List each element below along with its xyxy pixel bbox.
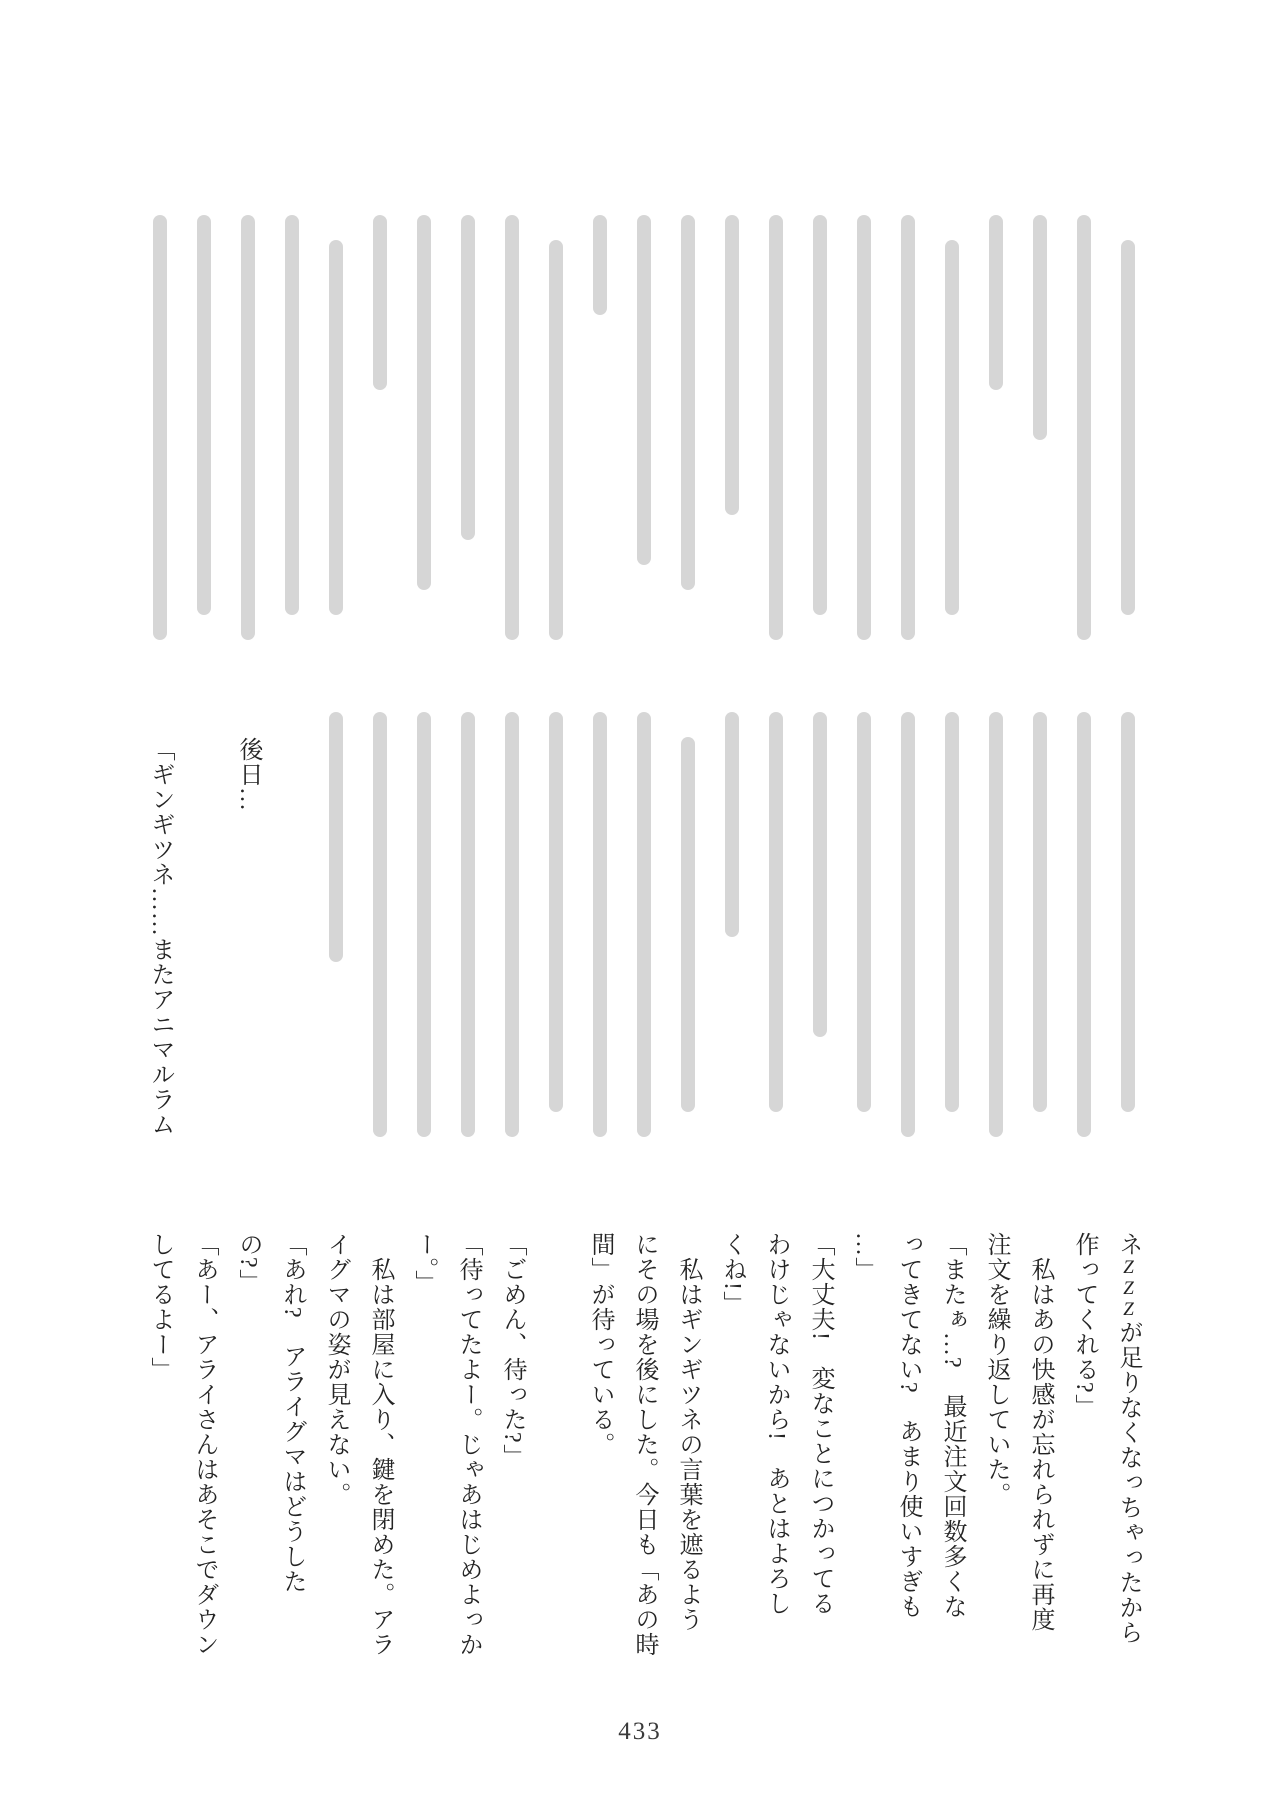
redacted-text-bar [1033,215,1047,440]
text-block-bottom [138,1232,1150,1702]
text-column: 「待ってたよー。じゃあはじめよっか [455,1232,481,1657]
redacted-text-bar [373,215,387,390]
redacted-text-bar [417,215,431,590]
redacted-text-bar [681,737,695,1112]
text-column: 私は部屋に入り、鍵を閉めた。アラ [367,1257,393,1657]
text-column: 「大丈夫! 変なことにつかってる [807,1232,833,1616]
redacted-text-bar [901,712,915,1137]
redacted-column [886,712,930,1137]
redacted-column [974,712,1018,1137]
text-column: 私はギンギツネの言葉を遮るよう [675,1257,701,1632]
page-number: 433 [618,1718,662,1745]
redacted-column [1018,712,1062,1112]
redacted-text-bar [989,712,1003,1137]
redacted-text-bar [153,215,167,640]
redacted-column [666,215,710,590]
redacted-text-bar [505,712,519,1137]
redacted-column [1062,215,1106,640]
text-column: にその場を後にした。今日も「あの時 [631,1232,657,1657]
text-column: 「ギンギツネ……またアニマルラム [147,737,173,1137]
redacted-text-bar [725,712,739,937]
redacted-column [1106,712,1150,1112]
text-column: の?」 [235,1232,261,1294]
redacted-text-bar [769,712,783,1112]
redacted-column [314,712,358,962]
redacted-text-bar [461,215,475,540]
redacted-column [974,215,1018,390]
redacted-column [666,737,710,1112]
redacted-column [622,712,666,1137]
redacted-text-bar [1077,712,1091,1137]
text-block-top [138,215,1150,685]
redacted-text-bar [1121,240,1135,615]
redacted-text-bar [813,712,827,1037]
redacted-column [798,215,842,615]
redacted-column [710,215,754,515]
redacted-text-bar [1121,712,1135,1112]
text-column: 私はあの快感が忘れられずに再度 [1027,1257,1053,1632]
text-column: 注文を繰り返していた。 [983,1232,1009,1507]
zzz-vertical-latin: ZZZ [1118,1257,1139,1320]
text-column: 後日… [235,737,261,812]
redacted-column [314,240,358,615]
redacted-column [1106,240,1150,615]
redacted-text-bar [725,215,739,515]
redacted-text-bar [593,215,607,315]
redacted-column [842,712,886,1112]
redacted-column [710,712,754,937]
redacted-text-bar [329,712,343,962]
text-column: 間」が待っている。 [587,1232,613,1457]
redacted-text-bar [945,712,959,1112]
redacted-text-bar [813,215,827,615]
redacted-column [358,712,402,1137]
redacted-column [490,712,534,1137]
redacted-column [138,215,182,640]
redacted-column [578,712,622,1137]
redacted-column [798,712,842,1037]
redacted-text-bar [637,712,651,1137]
redacted-column [1018,215,1062,440]
redacted-text-bar [857,215,871,640]
redacted-column [446,215,490,540]
redacted-column [402,712,446,1137]
text-column: ネZZZが足りなくなっちゃったから [1115,1232,1141,1645]
redacted-column [578,215,622,315]
redacted-text-bar [1077,215,1091,640]
redacted-column [446,712,490,1137]
redacted-text-bar [549,240,563,640]
redacted-text-bar [989,215,1003,390]
redacted-text-bar [637,215,651,565]
redacted-column [622,215,666,565]
redacted-column [358,215,402,390]
text-column: わけじゃないから! あとはよろし [763,1232,789,1616]
text-column: 「またぁ…? 最近注文回数多くな [939,1232,965,1619]
redacted-column [226,215,270,640]
text-column: 作ってくれる?」 [1071,1232,1097,1419]
redacted-text-bar [505,215,519,640]
text-column: イグマの姿が見えない。 [323,1232,349,1507]
text-column: 「あれ? アライグマはどうした [279,1232,305,1594]
redacted-column [1062,712,1106,1137]
redacted-text-bar [373,712,387,1137]
redacted-text-bar [329,240,343,615]
text-column: ー。」 [411,1232,437,1295]
redacted-column [182,215,226,615]
redacted-column [754,215,798,640]
redacted-column [534,240,578,640]
redacted-column [534,712,578,1112]
redacted-column [402,215,446,590]
text-column: 「ごめん、待った?」 [499,1232,525,1469]
text-column: してるよー」 [147,1232,173,1382]
text-column: …」 [851,1232,877,1282]
redacted-text-bar [197,215,211,615]
text-column: くね!」 [719,1232,745,1316]
redacted-text-bar [593,712,607,1137]
text-block-middle [138,712,1150,1182]
redacted-text-bar [241,215,255,640]
redacted-text-bar [769,215,783,640]
redacted-column [842,215,886,640]
redacted-text-bar [901,215,915,640]
text-column: ってきてない? あまり使いすぎも [895,1232,921,1619]
redacted-column [930,712,974,1112]
redacted-column [270,215,314,615]
text-column: 「あー、アライさんはあそこでダウン [191,1232,217,1657]
redacted-column [930,240,974,615]
redacted-text-bar [857,712,871,1112]
redacted-text-bar [285,215,299,615]
redacted-column [886,215,930,640]
redacted-column [490,215,534,640]
redacted-column [754,712,798,1112]
redacted-text-bar [945,240,959,615]
redacted-text-bar [549,712,563,1112]
redacted-text-bar [681,215,695,590]
redacted-text-bar [417,712,431,1137]
redacted-text-bar [461,712,475,1137]
redacted-text-bar [1033,712,1047,1112]
